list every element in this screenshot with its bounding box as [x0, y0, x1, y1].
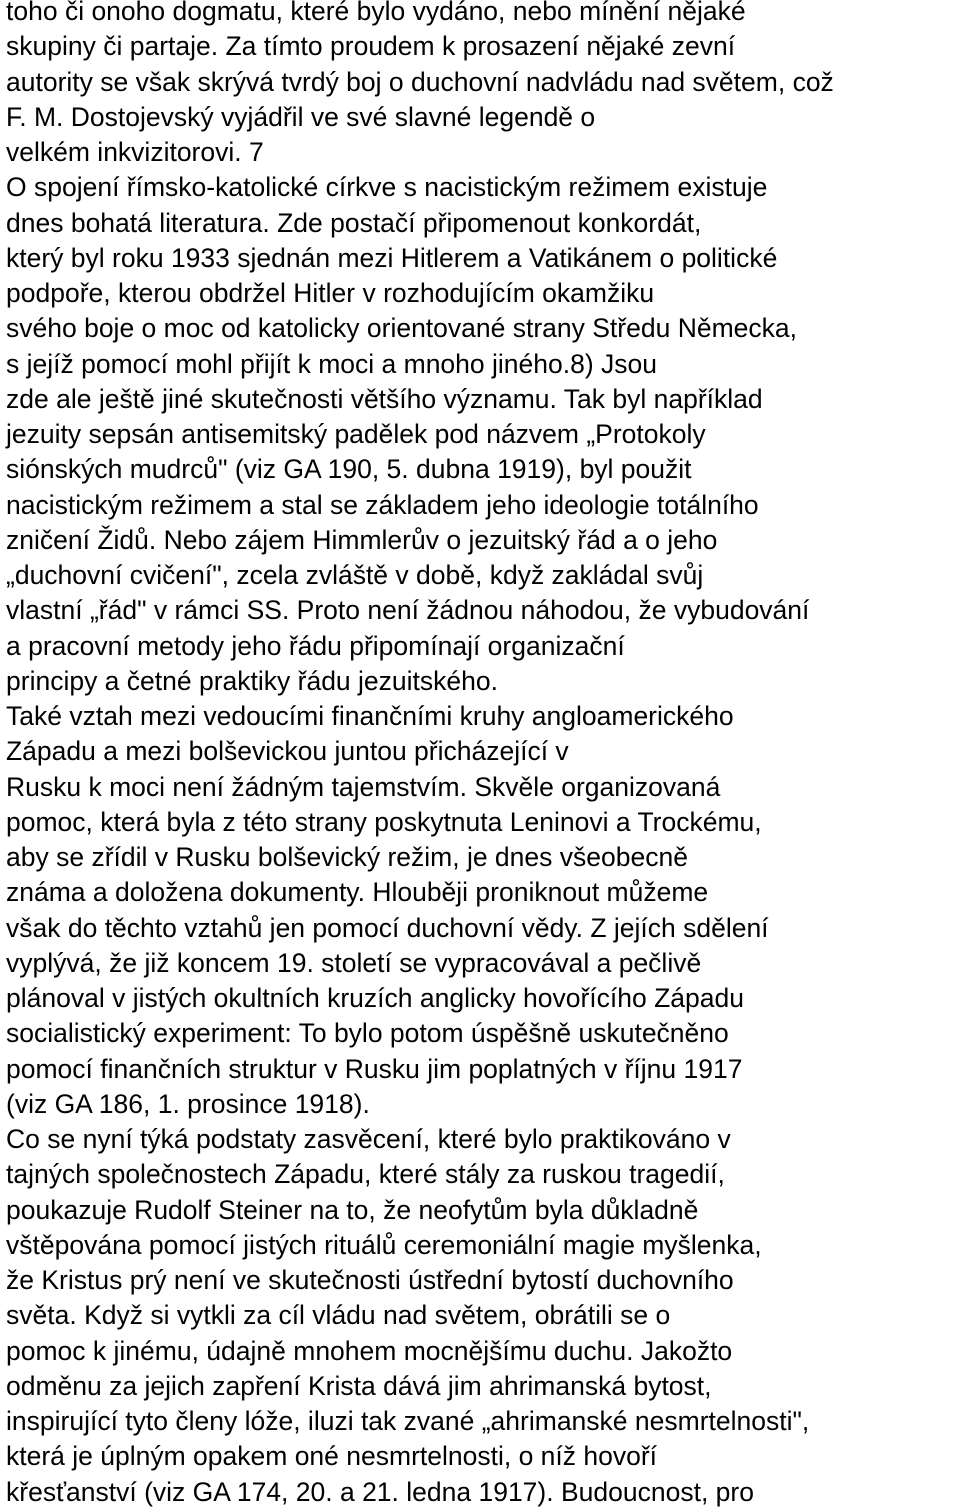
text-line: aby se zřídil v Rusku bolševický režim, je dnes všeobecně — [6, 842, 688, 872]
text-line: toho či onoho dogmatu, které bylo vydáno, nebo mínění nějaké — [6, 0, 746, 26]
text-line: že Kristus prý není ve skutečnosti ústřední bytostí duchovního — [6, 1265, 734, 1295]
text-line: plánoval v jistých okultních kruzích anglicky hovořícího Západu — [6, 983, 744, 1013]
text-line: (viz GA 186, 1. prosince 1918). — [6, 1088, 370, 1119]
text-line: Co se nyní týká podstaty zasvěcení, které bylo praktikováno v — [6, 1124, 731, 1154]
text-line: která je úplným opakem oné nesmrtelnosti, o níž hovoří — [6, 1441, 658, 1472]
text-line: F. M. Dostojevský vyjádřil ve své slavné legendě o — [6, 101, 596, 132]
document-text — [6, 0, 956, 1510]
text-line: Také vztah mezi vedoucími finančními kruhy angloamerického — [6, 701, 734, 731]
text-line: O spojení římsko-katolické církve s nacistickým režimem existuje — [6, 172, 768, 203]
text-line: a pracovní metody jeho řádu připomínají organizační — [6, 630, 625, 661]
text-line: socialistický experiment: To bylo potom úspěšně uskutečněno — [6, 1018, 729, 1049]
text-line: Západu a mezi bolševickou juntou přicházející v — [6, 736, 569, 767]
text-line: pomocí finančních struktur v Rusku jim poplatných v říjnu 1917 — [6, 1053, 743, 1084]
text-line: Rusku k moci není žádným tajemstvím. Skvěle organizovaná — [6, 771, 721, 802]
text-line: odměnu za jejich zapření Krista dává jim ahrimanská bytost, — [6, 1370, 712, 1401]
text-line: s jejíž pomocí mohl přijít k moci a mnoho jiného.8) Jsou — [6, 348, 657, 379]
text-line: zde ale ještě jiné skutečnosti většího významu. Tak byl například — [6, 383, 763, 414]
text-line: jezuity sepsán antisemitský padělek pod názvem „Protokoly — [6, 419, 706, 449]
text-line: vštěpována pomocí jistých rituálů ceremoniální magie myšlenka, — [6, 1229, 762, 1260]
text-line: křesťanství (viz GA 174, 20. a 21. ledna 1917). Budoucnost, pro — [6, 1476, 754, 1507]
text-line: principy a četné praktiky řádu jezuitského. — [6, 665, 498, 696]
text-line: svého boje o moc od katolicky orientované strany Středu Německa, — [6, 313, 797, 344]
text-line: pomoc k jinému, údajně mnohem mocnějšímu duchu. Jakožto — [6, 1335, 733, 1366]
text-line: autority se však skrývá tvrdý boj o duchovní nadvládu nad světem, což — [6, 66, 834, 97]
text-line: nacistickým režimem a stal se základem jeho ideologie totálního — [6, 489, 759, 520]
text-line: světa. Když si vytkli za cíl vládu nad světem, obrátili se o — [6, 1300, 671, 1331]
text-line: poukazuje Rudolf Steiner na to, že neofytům byla důkladně — [6, 1194, 699, 1225]
text-line: inspirující tyto členy lóže, iluzi tak zvané „ahrimanské nesmrtelnosti", — [6, 1406, 810, 1436]
text-line: však do těchto vztahů jen pomocí duchovní vědy. Z jejích sdělení — [6, 912, 769, 943]
text-line: zničení Židů. Nebo zájem Himmlerův o jezuitský řád a o jeho — [6, 524, 718, 555]
text-line: pomoc, která byla z této strany poskytnuta Leninovi a Trockému, — [6, 806, 762, 837]
text-line: podpoře, kterou obdržel Hitler v rozhodujícím okamžiku — [6, 278, 655, 308]
text-line: dnes bohatá literatura. Zde postačí připomenout konkordát, — [6, 207, 702, 238]
text-line: vlastní „řád" v rámci SS. Proto není žádnou náhodou, že vybudování — [6, 595, 810, 626]
text-line: skupiny či partaje. Za tímto proudem k prosazení nějaké zevní — [6, 31, 736, 62]
text-line: známa a doložena dokumenty. Hlouběji proniknout můžeme — [6, 877, 709, 908]
text-line: „duchovní cvičení", zcela zvláště v době, když zakládal svůj — [6, 560, 704, 590]
text-line: tajných společnostech Západu, které stály za ruskou tragedií, — [6, 1159, 725, 1190]
text-line: který byl roku 1933 sjednán mezi Hitlerem a Vatikánem o politické — [6, 242, 778, 273]
text-line: siónských mudrců" (viz GA 190, 5. dubna 1919), byl použit — [6, 454, 692, 485]
text-line: velkém inkvizitorovi. 7 — [6, 137, 264, 167]
text-line: vyplývá, že již koncem 19. století se vypracovával a pečlivě — [6, 947, 702, 978]
